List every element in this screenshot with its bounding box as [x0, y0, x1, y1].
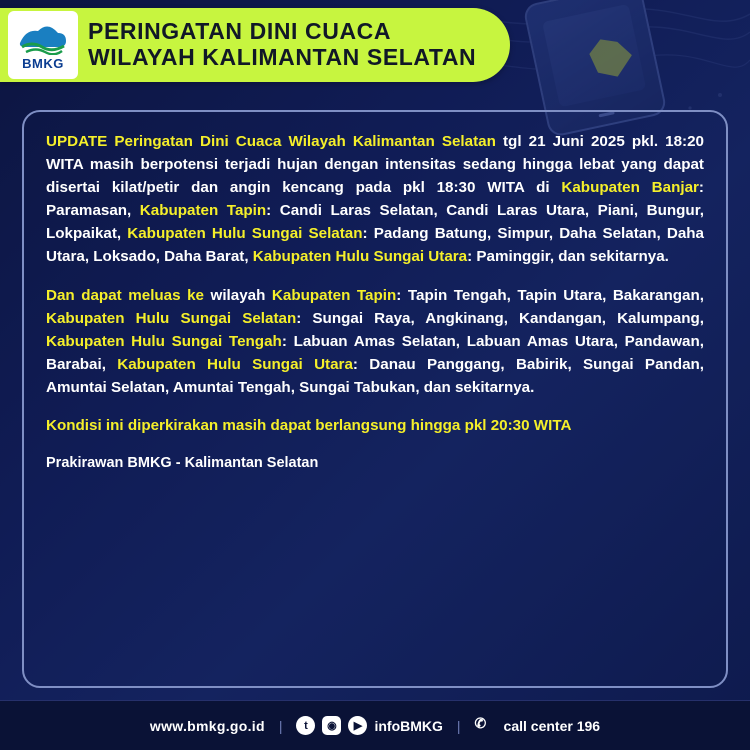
call-center-label: call center 196: [503, 717, 601, 734]
bmkg-logo-icon: [16, 21, 70, 55]
warning-content-card: [22, 110, 728, 688]
instagram-icon[interactable]: ◉: [322, 716, 341, 735]
call-center[interactable]: [475, 715, 601, 736]
header-title-group: [88, 19, 476, 71]
header-banner: [0, 8, 510, 82]
bmkg-logo: [8, 11, 78, 79]
twitter-icon[interactable]: t: [296, 716, 315, 735]
website-link[interactable]: www.bmkg.go.id: [149, 717, 265, 734]
forecaster-signature: Prakirawan BMKG - Kalimantan Selatan: [46, 455, 319, 472]
warning-paragraph-1: UPDATE Peringatan Dini Cuaca Wilayah Kalimantan Selatan tgl 21 Juni 2025 pkl. 18:20 WITA masih berpotensi terjadi hujan dengan intensitas sedang hingga lebat yang dapat disertai kilat/petir dan angin kencang pada pkl 18:30 WITA di Kabupaten Banjar: Paramasan, Kabupaten Tapin: Candi Laras Selatan, Candi Laras Utara, Piani, Bungur, Lokpaikat, Kabupaten Hulu Sungai Selatan: Padang Batung, Simpur, Daha Selatan, Daha Utara, Loksado, Daha Barat, Kabupaten Hulu Sungai Utara: Paminggir, dan sekitarnya.: [46, 133, 704, 266]
social-links[interactable]: [296, 716, 442, 735]
social-handle[interactable]: infoBMKG: [374, 717, 443, 734]
footer-separator-1: |: [278, 717, 283, 734]
page-title-line1: PERINGATAN DINI CUACA: [88, 18, 392, 45]
footer-bar: [0, 700, 750, 750]
warning-paragraph-2: Dan dapat meluas ke wilayah Kabupaten Tapin: Tapin Tengah, Tapin Utara, Bakarangan, Kabupaten Hulu Sungai Selatan: Sungai Raya, Angkinang, Kandangan, Kalumpang, Kabupaten Hulu Sungai Tengah: Labuan Amas Selatan, Labuan Amas Utara, Pandawan, Barabai, Kabupaten Hulu Sungai Utara: Danau Panggang, Babirik, Sungai Pandan, Amuntai Selatan, Amuntai Tengah, Sungai Tabukan, dan sekitarnya.: [46, 286, 705, 396]
bmkg-logo-text: BMKG: [22, 55, 64, 71]
page-title-line2: WILAYAH KALIMANTAN SELATAN: [88, 44, 477, 70]
footer-separator-2: |: [456, 717, 461, 734]
phone-icon: ✆: [474, 715, 487, 731]
warning-duration-note: Kondisi ini diperkirakan masih dapat berlangsung hingga pkl 20:30 WITA: [46, 417, 572, 435]
youtube-icon[interactable]: ▶: [348, 716, 367, 735]
